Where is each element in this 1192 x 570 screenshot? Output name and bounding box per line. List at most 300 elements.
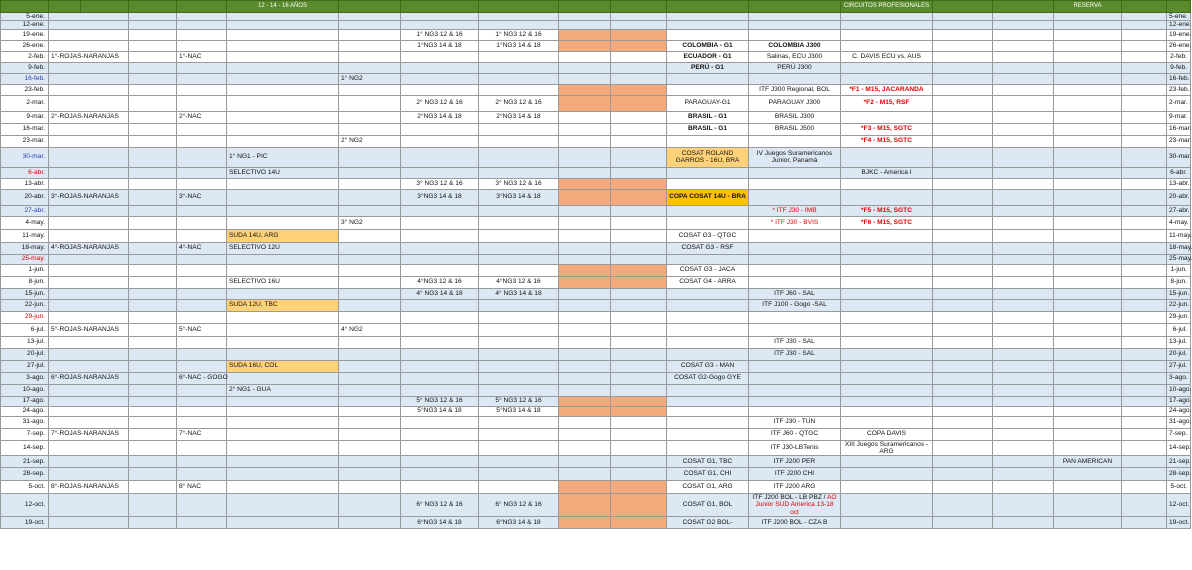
block-cell xyxy=(611,242,667,254)
rojas-naranjas-cell: 4°-ROJAS-NARANJAS xyxy=(49,242,129,254)
empty-cell xyxy=(933,40,993,51)
date-cell: 19-ene. xyxy=(1,29,49,40)
date-cell-right: 6-jul. xyxy=(1167,323,1191,336)
empty-cell xyxy=(993,372,1054,384)
block-cell xyxy=(611,406,667,416)
empty-cell xyxy=(933,299,993,311)
itf-highlight-text: AO Junior SUD America 13-18 oct xyxy=(755,494,837,516)
empty-cell xyxy=(933,311,993,323)
date-cell-right: 19-ene. xyxy=(1167,29,1191,40)
reserve-cell xyxy=(1054,229,1122,242)
empty-cell xyxy=(1122,29,1167,40)
date-cell: 16-feb. xyxy=(1,73,49,84)
empty-cell xyxy=(129,372,177,384)
itf-cell: ITF J30 - SAL xyxy=(749,336,841,348)
ng3-16-cell xyxy=(479,84,559,95)
block-cell xyxy=(559,147,611,167)
date-cell: 23-feb. xyxy=(1,84,49,95)
empty-cell xyxy=(1122,242,1167,254)
date-cell-right: 5-oct. xyxy=(1167,481,1191,494)
pro-circuit-cell xyxy=(841,406,933,416)
pro-circuit-cell xyxy=(841,516,933,528)
nac-cell xyxy=(177,384,227,396)
block-cell xyxy=(559,29,611,40)
header-row xyxy=(1,1,1191,13)
itf-cell xyxy=(749,494,841,517)
ng3-12-cell xyxy=(401,229,479,242)
pro-circuit-cell: BJKC - America I xyxy=(841,167,933,178)
ng3-12-cell xyxy=(401,205,479,216)
pro-circuit-cell xyxy=(841,111,933,123)
block-cell xyxy=(611,481,667,494)
empty-cell xyxy=(933,178,993,189)
cosat-cell xyxy=(667,288,749,299)
header-cell xyxy=(1122,1,1167,13)
empty-cell xyxy=(1122,135,1167,147)
header-cell xyxy=(479,1,559,13)
date-cell: 15-jun. xyxy=(1,288,49,299)
itf-cell xyxy=(749,135,841,147)
itf-cell xyxy=(749,242,841,254)
ng3-16-cell xyxy=(479,323,559,336)
block-cell xyxy=(611,123,667,135)
header-cell xyxy=(49,1,81,13)
reserve-cell xyxy=(1054,276,1122,288)
ng3-16-cell xyxy=(479,468,559,481)
date-cell: 9-mar. xyxy=(1,111,49,123)
reserve-cell xyxy=(1054,516,1122,528)
rojas-naranjas-cell xyxy=(49,167,129,178)
pro-circuit-cell: *F2 - M15, RSF xyxy=(841,95,933,111)
block-cell xyxy=(559,13,611,21)
empty-cell xyxy=(1122,440,1167,456)
empty-cell xyxy=(129,205,177,216)
block-cell xyxy=(559,111,611,123)
nac-cell xyxy=(177,299,227,311)
header-cell xyxy=(749,1,841,13)
itf-cell: ITF J200 ARG xyxy=(749,481,841,494)
pro-circuit-cell xyxy=(841,360,933,372)
empty-cell xyxy=(993,73,1054,84)
ng3-12-cell xyxy=(401,360,479,372)
itf-cell: ITF J100 - Gogo -SAL xyxy=(749,299,841,311)
pro-circuit-cell xyxy=(841,299,933,311)
date-cell-right: 23-feb. xyxy=(1167,84,1191,95)
pro-circuit-cell xyxy=(841,348,933,360)
cosat-cell xyxy=(667,216,749,229)
itf-cell xyxy=(749,406,841,416)
rojas-naranjas-cell xyxy=(49,299,129,311)
date-cell: 12-ene. xyxy=(1,21,49,29)
table-row xyxy=(1,416,1191,428)
ng3-12-cell xyxy=(401,264,479,276)
reserve-cell xyxy=(1054,123,1122,135)
pro-circuit-cell xyxy=(841,456,933,468)
reserve-cell xyxy=(1054,336,1122,348)
ng3-12-cell xyxy=(401,51,479,62)
empty-cell xyxy=(993,406,1054,416)
ng1-cell xyxy=(227,416,339,428)
ng3-12-cell xyxy=(401,84,479,95)
ng1-cell xyxy=(227,13,339,21)
nac-cell xyxy=(177,21,227,29)
pro-circuit-cell: *F5 - M15, SGTC xyxy=(841,205,933,216)
empty-cell xyxy=(129,428,177,440)
table-row xyxy=(1,242,1191,254)
rojas-naranjas-cell xyxy=(49,123,129,135)
block-cell xyxy=(611,135,667,147)
ng3-12-cell xyxy=(401,456,479,468)
ng1-cell xyxy=(227,468,339,481)
reserve-cell xyxy=(1054,95,1122,111)
nac-cell xyxy=(177,311,227,323)
empty-cell xyxy=(993,336,1054,348)
empty-cell xyxy=(993,95,1054,111)
itf-text: ITF J200 BOL - LB PBZ / xyxy=(752,494,826,501)
empty-cell xyxy=(1122,229,1167,242)
ng1-cell xyxy=(227,29,339,40)
date-cell: 17-ago. xyxy=(1,396,49,406)
nac-cell xyxy=(177,147,227,167)
cosat-cell: COSAT G1, TBC xyxy=(667,456,749,468)
pro-circuit-cell xyxy=(841,276,933,288)
date-cell: 29-jun. xyxy=(1,311,49,323)
ng2-cell xyxy=(339,481,401,494)
empty-cell xyxy=(1122,167,1167,178)
date-cell: 31-ago. xyxy=(1,416,49,428)
block-cell xyxy=(559,406,611,416)
block-cell xyxy=(611,440,667,456)
ng3-12-cell: 4° NG3 14 & 18 xyxy=(401,288,479,299)
date-cell-right: 2-feb. xyxy=(1167,51,1191,62)
empty-cell xyxy=(993,299,1054,311)
header-cell xyxy=(559,1,611,13)
ng3-16-cell xyxy=(479,62,559,73)
table-row xyxy=(1,40,1191,51)
reserve-cell xyxy=(1054,428,1122,440)
block-cell xyxy=(611,167,667,178)
reserve-cell xyxy=(1054,299,1122,311)
rojas-naranjas-cell xyxy=(49,13,129,21)
ng2-cell xyxy=(339,360,401,372)
date-cell: 13-abr. xyxy=(1,178,49,189)
empty-cell xyxy=(1122,40,1167,51)
block-cell xyxy=(611,264,667,276)
ng1-cell xyxy=(227,372,339,384)
block-cell xyxy=(611,84,667,95)
nac-cell xyxy=(177,406,227,416)
empty-cell xyxy=(933,516,993,528)
empty-cell xyxy=(129,147,177,167)
date-cell-right: 21-sep. xyxy=(1167,456,1191,468)
block-cell xyxy=(611,21,667,29)
ng3-16-cell xyxy=(479,51,559,62)
itf-cell: COLOMBIA J300 xyxy=(749,40,841,51)
empty-cell xyxy=(1122,95,1167,111)
empty-cell xyxy=(1122,147,1167,167)
empty-cell xyxy=(933,73,993,84)
cosat-cell xyxy=(667,205,749,216)
rojas-naranjas-cell xyxy=(49,73,129,84)
rojas-naranjas-cell xyxy=(49,216,129,229)
date-cell: 12-oct. xyxy=(1,494,49,517)
reserve-cell: PAN AMERICAN xyxy=(1054,456,1122,468)
block-cell xyxy=(611,62,667,73)
ng2-cell xyxy=(339,311,401,323)
ng1-cell xyxy=(227,494,339,517)
empty-cell xyxy=(129,360,177,372)
rojas-naranjas-cell xyxy=(49,348,129,360)
nac-cell xyxy=(177,13,227,21)
header-cell xyxy=(1,1,49,13)
pro-circuit-cell: *F1 - M15, JACARANDA xyxy=(841,84,933,95)
date-cell: 24-ago. xyxy=(1,406,49,416)
cosat-cell: BRASIL - G1 xyxy=(667,123,749,135)
empty-cell xyxy=(993,29,1054,40)
empty-cell xyxy=(993,276,1054,288)
rojas-naranjas-cell xyxy=(49,516,129,528)
empty-cell xyxy=(1122,481,1167,494)
empty-cell xyxy=(993,135,1054,147)
empty-cell xyxy=(933,323,993,336)
ng2-cell xyxy=(339,229,401,242)
cosat-cell xyxy=(667,73,749,84)
ng2-cell xyxy=(339,396,401,406)
date-cell: 4-may. xyxy=(1,216,49,229)
date-cell-right: 4-may. xyxy=(1167,216,1191,229)
date-cell-right: 20-abr. xyxy=(1167,189,1191,205)
block-cell xyxy=(559,494,611,517)
empty-cell xyxy=(933,481,993,494)
block-cell xyxy=(611,456,667,468)
date-cell-right: 12-ene. xyxy=(1167,21,1191,29)
ng3-12-cell: 5°NG3 14 & 18 xyxy=(401,406,479,416)
table-row xyxy=(1,264,1191,276)
empty-cell xyxy=(993,494,1054,517)
empty-cell xyxy=(933,372,993,384)
nac-cell xyxy=(177,396,227,406)
table-row xyxy=(1,516,1191,528)
block-cell xyxy=(611,360,667,372)
ng3-12-cell: 5° NG3 12 & 16 xyxy=(401,396,479,406)
itf-cell xyxy=(749,29,841,40)
nac-cell xyxy=(177,123,227,135)
pro-circuit-cell xyxy=(841,254,933,264)
empty-cell xyxy=(993,428,1054,440)
table-row xyxy=(1,229,1191,242)
itf-cell: ITF J30 - TUN xyxy=(749,416,841,428)
empty-cell xyxy=(1122,62,1167,73)
table-row xyxy=(1,288,1191,299)
nac-cell xyxy=(177,288,227,299)
date-cell: 6-abr. xyxy=(1,167,49,178)
itf-cell xyxy=(749,21,841,29)
ng3-12-cell xyxy=(401,468,479,481)
empty-cell xyxy=(993,416,1054,428)
ng3-12-cell xyxy=(401,336,479,348)
nac-cell xyxy=(177,264,227,276)
date-cell-right: 31-ago. xyxy=(1167,416,1191,428)
reserve-cell xyxy=(1054,254,1122,264)
empty-cell xyxy=(129,264,177,276)
empty-cell xyxy=(129,288,177,299)
itf-cell xyxy=(749,323,841,336)
reserve-cell xyxy=(1054,384,1122,396)
ng2-cell xyxy=(339,416,401,428)
date-cell-right: 12-oct. xyxy=(1167,494,1191,517)
reserve-cell xyxy=(1054,288,1122,299)
block-cell xyxy=(559,440,611,456)
ng3-12-cell xyxy=(401,254,479,264)
ng3-12-cell: 3° NG3 12 & 16 xyxy=(401,178,479,189)
empty-cell xyxy=(933,123,993,135)
ng3-12-cell xyxy=(401,123,479,135)
ng1-cell xyxy=(227,323,339,336)
reserve-cell xyxy=(1054,62,1122,73)
block-cell xyxy=(611,468,667,481)
ng3-12-cell: 1°NG3 14 & 18 xyxy=(401,40,479,51)
ng3-16-cell xyxy=(479,348,559,360)
reserve-cell xyxy=(1054,13,1122,21)
ng3-12-cell xyxy=(401,167,479,178)
ng1-cell: SELECTIVO 16U xyxy=(227,276,339,288)
table-row xyxy=(1,384,1191,396)
itf-cell xyxy=(749,360,841,372)
block-cell xyxy=(559,428,611,440)
ng2-cell xyxy=(339,167,401,178)
table-row xyxy=(1,360,1191,372)
cosat-cell xyxy=(667,406,749,416)
table-row xyxy=(1,84,1191,95)
ng3-12-cell xyxy=(401,62,479,73)
empty-cell xyxy=(129,242,177,254)
itf-cell: Salinas, ECU J300 xyxy=(749,51,841,62)
block-cell xyxy=(559,84,611,95)
itf-cell: ITF J200 PER xyxy=(749,456,841,468)
empty-cell xyxy=(1122,264,1167,276)
empty-cell xyxy=(1122,254,1167,264)
nac-cell xyxy=(177,229,227,242)
ng3-12-cell: 6°NG3 14 & 18 xyxy=(401,516,479,528)
empty-cell xyxy=(933,440,993,456)
rojas-naranjas-cell: 8°-ROJAS-NARANJAS xyxy=(49,481,129,494)
ng1-cell: 2° NG1 - GUA xyxy=(227,384,339,396)
empty-cell xyxy=(1122,372,1167,384)
ng2-cell xyxy=(339,147,401,167)
empty-cell xyxy=(129,456,177,468)
ng3-12-cell xyxy=(401,440,479,456)
nac-cell xyxy=(177,205,227,216)
table-row xyxy=(1,216,1191,229)
ng1-cell xyxy=(227,456,339,468)
ng3-12-cell: 2° NG3 12 & 16 xyxy=(401,95,479,111)
empty-cell xyxy=(933,396,993,406)
reserve-cell xyxy=(1054,111,1122,123)
block-cell xyxy=(559,456,611,468)
date-cell-right: 24-ago. xyxy=(1167,406,1191,416)
ng1-cell xyxy=(227,311,339,323)
block-cell xyxy=(611,311,667,323)
ng3-16-cell xyxy=(479,336,559,348)
rojas-naranjas-cell xyxy=(49,416,129,428)
ng3-16-cell: 2°NG3 14 & 18 xyxy=(479,111,559,123)
table-row xyxy=(1,147,1191,167)
ng3-16-cell xyxy=(479,372,559,384)
block-cell xyxy=(611,336,667,348)
table-row xyxy=(1,254,1191,264)
ng3-16-cell xyxy=(479,428,559,440)
reserve-cell xyxy=(1054,51,1122,62)
empty-cell xyxy=(933,229,993,242)
date-cell-right: 5-ene. xyxy=(1167,13,1191,21)
ng3-16-cell: 4° NG3 14 & 18 xyxy=(479,288,559,299)
nac-cell: 1°-NAC xyxy=(177,51,227,62)
ng3-16-cell xyxy=(479,416,559,428)
ng3-16-cell: 5°NG3 14 & 18 xyxy=(479,406,559,416)
ng3-16-cell xyxy=(479,123,559,135)
empty-cell xyxy=(993,178,1054,189)
reserve-cell xyxy=(1054,242,1122,254)
ng1-cell xyxy=(227,481,339,494)
cosat-cell xyxy=(667,299,749,311)
block-cell xyxy=(559,51,611,62)
block-cell xyxy=(559,21,611,29)
block-cell xyxy=(611,254,667,264)
ng2-cell xyxy=(339,440,401,456)
pro-circuit-cell xyxy=(841,73,933,84)
pro-circuit-cell: *F3 - M15, SGTC xyxy=(841,123,933,135)
ng3-16-cell: 4°NG3 12 & 16 xyxy=(479,276,559,288)
pro-circuit-cell xyxy=(841,372,933,384)
ng3-16-cell xyxy=(479,299,559,311)
block-cell xyxy=(611,40,667,51)
date-cell: 11-may. xyxy=(1,229,49,242)
itf-cell xyxy=(749,229,841,242)
empty-cell xyxy=(933,21,993,29)
ng2-cell xyxy=(339,84,401,95)
date-cell: 28-sep. xyxy=(1,468,49,481)
ng1-cell xyxy=(227,440,339,456)
ng1-cell xyxy=(227,84,339,95)
cosat-cell xyxy=(667,440,749,456)
date-cell-right: 2-mar. xyxy=(1167,95,1191,111)
block-cell xyxy=(559,468,611,481)
ng3-12-cell: 3°NG3 14 & 18 xyxy=(401,189,479,205)
rojas-naranjas-cell xyxy=(49,288,129,299)
block-cell xyxy=(611,384,667,396)
table-row xyxy=(1,348,1191,360)
pro-circuit-cell xyxy=(841,242,933,254)
reserve-cell xyxy=(1054,40,1122,51)
empty-cell xyxy=(933,288,993,299)
pro-circuit-cell xyxy=(841,178,933,189)
nac-cell: 2°-NAC xyxy=(177,111,227,123)
pro-circuit-cell xyxy=(841,323,933,336)
pro-circuit-cell xyxy=(841,288,933,299)
empty-cell xyxy=(993,123,1054,135)
empty-cell xyxy=(129,95,177,111)
ng3-12-cell xyxy=(401,135,479,147)
cosat-cell xyxy=(667,84,749,95)
cosat-cell xyxy=(667,29,749,40)
table-row xyxy=(1,276,1191,288)
reserve-cell xyxy=(1054,216,1122,229)
cosat-cell: PERÚ - G1 xyxy=(667,62,749,73)
cosat-cell: COSAT ROLAND GARROS - 16U, BRA xyxy=(667,147,749,167)
ng1-cell xyxy=(227,396,339,406)
nac-cell: 4°-NAC xyxy=(177,242,227,254)
date-cell-right: 17-ago. xyxy=(1167,396,1191,406)
